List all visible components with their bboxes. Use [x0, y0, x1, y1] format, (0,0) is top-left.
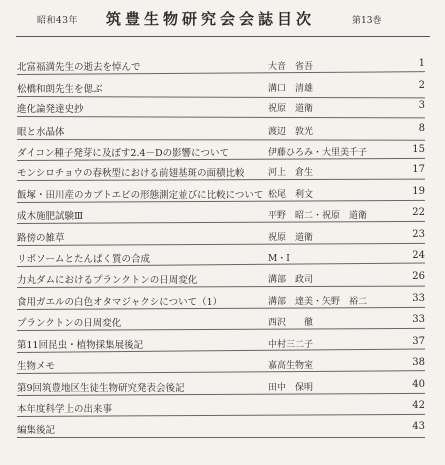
toc-entry [0, 80, 445, 102]
entry-title: ダイコン種子発芽に及ぼす2.4－Dの影響について [17, 148, 229, 159]
entry-page-number: 38 [412, 357, 425, 368]
toc-entry [0, 164, 445, 186]
entry-page-number: 33 [412, 314, 425, 325]
entry-author: 溝部 政司 [268, 275, 314, 285]
entry-page-number: 33 [412, 293, 425, 304]
entry-title: プランクトンの日周変化 [17, 318, 122, 329]
entry-page-number: 8 [418, 123, 425, 134]
entry-author: 西沢 徹 [268, 318, 314, 328]
header-rule [16, 36, 430, 37]
entry-title: 飯塚・田川産のカブトエビの形態測定並びに比較について [17, 190, 264, 201]
entry-title: 第9回筑豊地区生徒生物研究発表会後記 [17, 383, 185, 394]
entry-author: 田中 保明 [268, 383, 314, 393]
entry-author: 中村三二子 [268, 340, 314, 350]
document-title: 筑豊生物研究会会誌目次 [106, 10, 316, 28]
entry-rule [17, 243, 425, 246]
toc-entry [0, 58, 445, 80]
entry-title: 成木施肥試験Ⅲ [17, 211, 84, 222]
entry-title: 松橋和朗先生を偲ぶ [17, 84, 103, 95]
header-year: 昭和43年 [37, 16, 78, 26]
toc-entry [0, 293, 445, 315]
entry-page-number: 1 [418, 58, 425, 69]
entry-page-number: 43 [412, 421, 425, 432]
entry-author: 溝口 清雄 [268, 84, 314, 94]
entry-rule [17, 96, 425, 98]
entry-page-number: 17 [412, 164, 425, 175]
entry-author: M・I [268, 254, 290, 264]
entry-title: 力丸ダムにおけるプランクトンの日周変化 [17, 275, 198, 286]
entry-title: モンシロチョウの春秋型における前翅基斑の面積比較 [17, 168, 245, 179]
toc-entry [0, 229, 445, 251]
entry-page-number: 15 [412, 144, 425, 155]
toc-entry [0, 421, 445, 443]
entry-rule [17, 116, 425, 118]
toc-entry [0, 400, 445, 422]
entry-page-number: 2 [418, 80, 425, 91]
entry-title: 食用ガエルの白色オタマジャクシについて（1） [17, 297, 223, 308]
entry-title: 路傍の雑草 [17, 233, 65, 244]
toc-entry [0, 250, 445, 272]
entry-page-number: 19 [412, 186, 425, 197]
entry-page-number: 23 [412, 229, 425, 240]
entry-page-number: 22 [412, 207, 425, 218]
entry-author: 祝原 道衛 [268, 233, 314, 243]
toc-entry [0, 379, 445, 401]
toc-entry [0, 271, 445, 293]
entry-author: 松尾 利文 [268, 190, 314, 200]
entry-title: リボソームとたんぱく質の合成 [17, 254, 151, 265]
toc-entry [0, 207, 445, 229]
entry-title: 北富福満先生の逝去を悼んで [17, 62, 141, 73]
entry-rule [17, 286, 425, 288]
entry-rule [17, 179, 425, 181]
toc-entry [0, 314, 445, 336]
entry-author: 嘉高生物室 [268, 361, 314, 371]
toc-entry [0, 336, 445, 358]
entry-author: 渡辺 敦光 [268, 127, 314, 137]
entry-page-number: 40 [412, 379, 425, 390]
entry-author: 溝部 達美・矢野 裕二 [268, 297, 368, 307]
entry-rule [17, 437, 425, 438]
entry-page-number: 26 [412, 271, 425, 282]
entry-page-number: 42 [412, 400, 425, 411]
entry-title: 生物メモ [17, 361, 56, 372]
table-of-contents [0, 46, 445, 461]
entry-rule [17, 139, 425, 141]
toc-entry [0, 357, 445, 379]
entry-page-number: 3 [418, 100, 425, 111]
volume-number: 第13巻 [352, 16, 382, 26]
header [0, 0, 445, 40]
toc-entry [0, 144, 445, 166]
entry-page-number: 24 [412, 250, 425, 261]
entry-author: 河上 倉生 [268, 168, 314, 178]
entry-title: 進化論発達史抄 [17, 104, 84, 115]
entry-title: 編集後記 [17, 425, 56, 436]
entry-title: 第11回昆虫・植物採集展後記 [17, 340, 144, 351]
entry-title: 本年度科学上の出来事 [17, 404, 113, 415]
entry-author: 大音 省吾 [268, 62, 314, 72]
toc-entry [0, 123, 445, 145]
toc-entry [0, 186, 445, 208]
entry-author: 伊藤ひろみ・大里美千子 [268, 148, 368, 158]
toc-entry [0, 100, 445, 122]
entry-author: 平野 昭二・祝原 道衛 [268, 211, 368, 221]
entry-page-number: 37 [412, 336, 425, 347]
entry-title: 眼と水晶体 [17, 127, 65, 138]
entry-author: 祝原 道衛 [268, 104, 314, 114]
entry-rule [17, 370, 425, 374]
